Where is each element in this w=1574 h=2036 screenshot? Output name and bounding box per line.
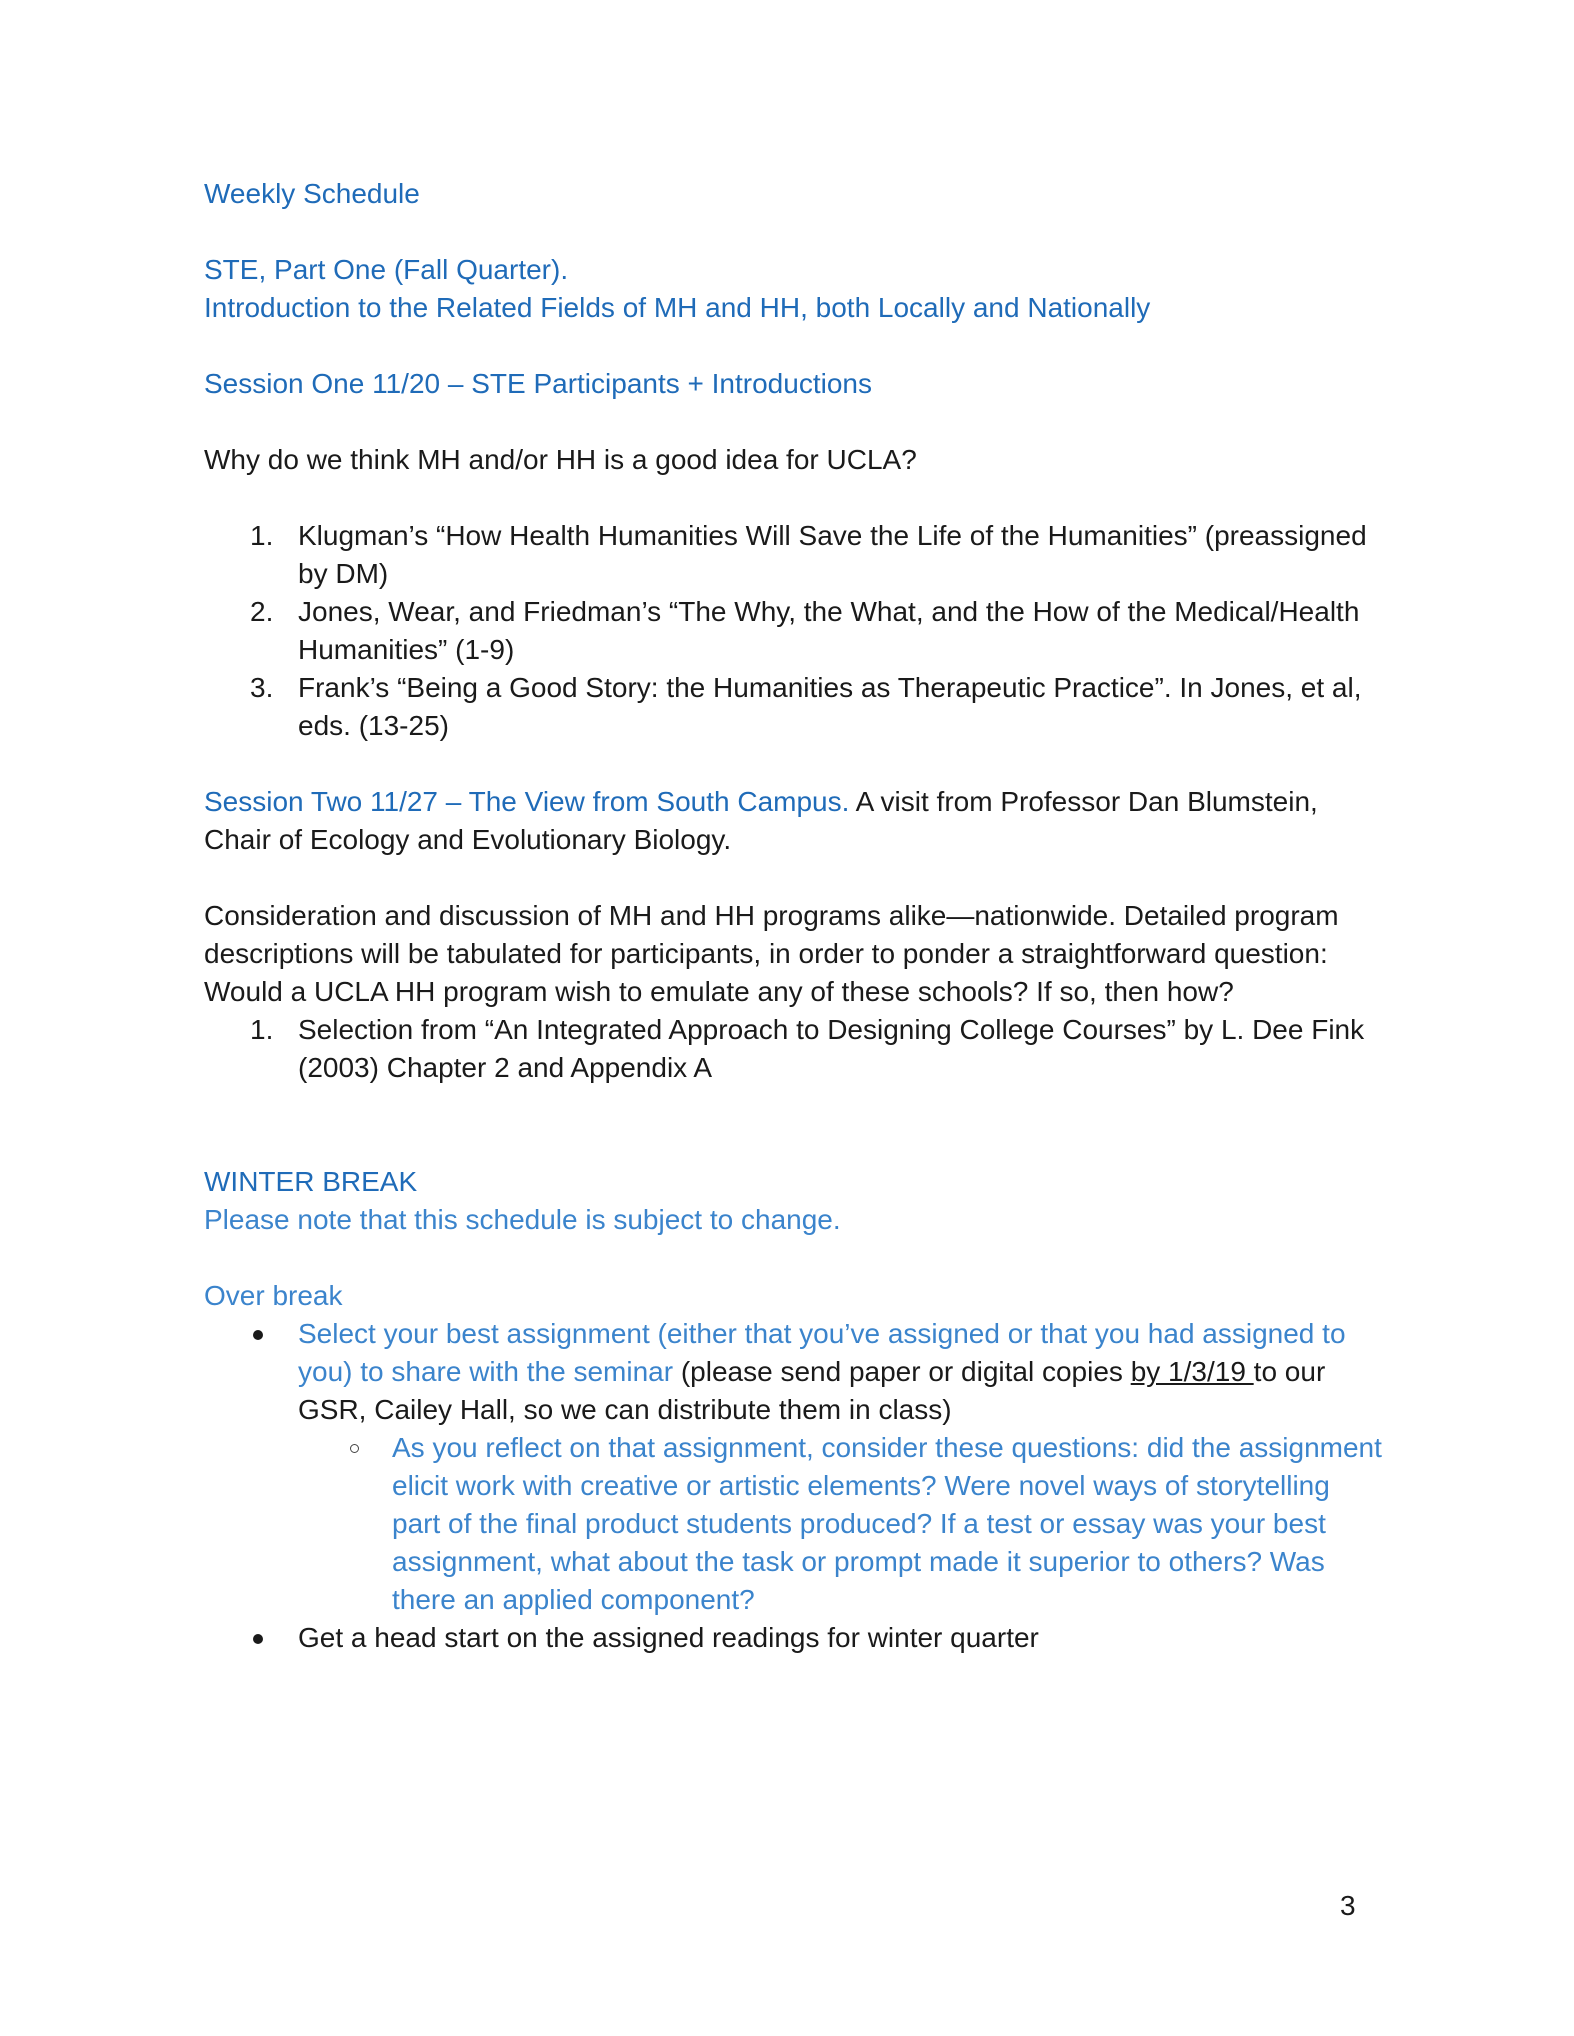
reading-item (204, 669, 1384, 745)
session-one-question: Why do we think MH and/or HH is a good idea for UCLA? (204, 444, 917, 475)
reading-number: 3. (250, 672, 274, 703)
reading-number: 1. (250, 520, 274, 551)
session-two-title: Session Two 11/27 – The View from South Campus. (204, 786, 850, 817)
list-item (204, 1619, 1384, 1657)
sub-list-item (204, 1429, 1384, 1619)
page-number: 3 (1340, 1890, 1356, 1921)
reading-text: Klugman’s “How Health Humanities Will Save the Life of the Humanities” (preassigned by DM) (298, 520, 1367, 589)
bullet-readings-text: Get a head start on the assigned readings for winter quarter (298, 1622, 1039, 1653)
winter-break-title: WINTER BREAK (204, 1166, 418, 1197)
session-one-title: Session One 11/20 – STE Participants + Introductions (204, 368, 872, 399)
over-break-list (204, 1315, 1384, 1657)
reading-text: Selection from “An Integrated Approach to Designing College Courses” by L. Dee Fink (2003) Chapter 2 and Appendix A (298, 1014, 1365, 1083)
bullet-icon (253, 1330, 263, 1340)
session-one-readings (204, 517, 1384, 745)
session-two-visit: A visit from Professor Dan Blumstein, Chair of Ecology and Evolutionary Biology. (204, 786, 1318, 855)
reading-text: Frank’s “Being a Good Story: the Humanities as Therapeutic Practice”. In Jones, et al, eds. (13-25) (298, 672, 1362, 741)
page-content (204, 175, 1384, 1657)
schedule-note: Please note that this schedule is subject to change. (204, 1204, 841, 1235)
bullet-deadline: by 1/3/19 (1130, 1356, 1254, 1387)
list-item (204, 1315, 1384, 1429)
circle-bullet-icon (350, 1444, 359, 1453)
session-two-readings (204, 1011, 1384, 1087)
reading-number: 2. (250, 596, 274, 627)
bullet-assignment-text: Select your best assignment (either that you’ve assigned or that you had assigned to you) to share with the seminar (298, 1318, 1346, 1387)
part-subtitle: Introduction to the Related Fields of MH and HH, both Locally and Nationally (204, 292, 1151, 323)
session-two-discussion: Consideration and discussion of MH and HH programs alike—nationwide. Detailed program descriptions will be tabulated for participants, in order to ponder a straightforward question: Would a UCLA HH program wish to emulate any of these schools? If so, then how? (204, 900, 1339, 1007)
page-heading: Weekly Schedule (204, 178, 420, 209)
bullet-icon (253, 1634, 263, 1644)
reflection-questions: As you reflect on that assignment, consider these questions: did the assignment elicit work with creative or artistic elements? Were novel ways of storytelling part of the final product students produced? If a test or essay was your best assignment, what about the task or prompt made it superior to others? Was there an applied component? (392, 1432, 1382, 1615)
reading-number: 1. (250, 1014, 274, 1045)
part-title: STE, Part One (Fall Quarter). (204, 254, 569, 285)
reading-item (204, 1011, 1384, 1087)
reading-item (204, 593, 1384, 669)
reading-item (204, 517, 1384, 593)
bullet-recipient-text: to our GSR, Cailey Hall, so we can distribute them in class) (298, 1356, 1326, 1425)
over-break-label: Over break (204, 1280, 343, 1311)
bullet-send-text: (please send paper or digital copies (673, 1356, 1131, 1387)
session-two-paragraph (204, 783, 1384, 859)
reading-text: Jones, Wear, and Friedman’s “The Why, the What, and the How of the Medical/Health Humanities” (1-9) (298, 596, 1360, 665)
